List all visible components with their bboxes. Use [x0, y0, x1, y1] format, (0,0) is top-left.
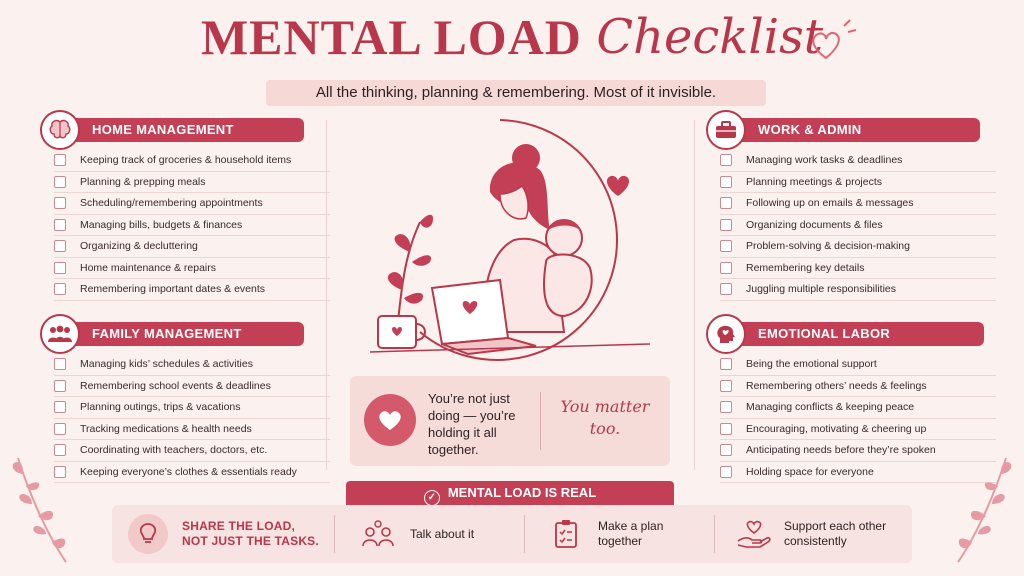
item-label: Remembering important dates & events: [80, 283, 266, 296]
item-label: Managing work tasks & deadlines: [746, 154, 903, 167]
checkbox[interactable]: [54, 401, 66, 413]
list-item[interactable]: [720, 279, 996, 301]
title-heart-icon: [806, 18, 860, 68]
checkbox[interactable]: [54, 444, 66, 456]
checkbox[interactable]: [54, 262, 66, 274]
checkbox[interactable]: [54, 176, 66, 188]
tip-support: [714, 505, 912, 563]
checkbox[interactable]: [720, 176, 732, 188]
list-item[interactable]: [54, 354, 330, 376]
checkbox[interactable]: [54, 219, 66, 231]
checkbox[interactable]: [720, 262, 732, 274]
section-header: [706, 116, 996, 144]
section-work-admin: [706, 116, 996, 301]
briefcase-icon: [706, 110, 746, 150]
leaf-branch-right-icon: [954, 456, 1016, 566]
section-title: FAMILY MANAGEMENT: [62, 322, 304, 346]
list-item[interactable]: [54, 150, 330, 172]
heart-head-icon: [706, 314, 746, 354]
tip-talk-text: Talk about it: [410, 526, 475, 541]
page-title: [0, 8, 1024, 78]
list-item[interactable]: [54, 215, 330, 237]
quote-script: You matter too.: [560, 397, 650, 438]
item-label: Coordinating with teachers, doctors, etc.: [80, 444, 268, 457]
checkbox[interactable]: [720, 401, 732, 413]
item-label: Following up on emails & messages: [746, 197, 914, 210]
mother-baby-illustration: [350, 112, 670, 372]
tip-plan: [524, 505, 714, 563]
list-item[interactable]: [54, 279, 330, 301]
checkbox[interactable]: [54, 380, 66, 392]
checkbox[interactable]: [720, 380, 732, 392]
list-item[interactable]: [54, 236, 330, 258]
item-label: Holding space for everyone: [746, 465, 874, 478]
list-item[interactable]: [720, 354, 996, 376]
item-label: Problem-solving & decision-making: [746, 240, 910, 253]
family-icon: [40, 314, 80, 354]
list-item[interactable]: [720, 376, 996, 398]
lightbulb-icon: [128, 514, 168, 554]
checkbox[interactable]: [720, 444, 732, 456]
checkbox[interactable]: [720, 283, 732, 295]
item-label: Remembering school events & deadlines: [80, 379, 271, 392]
item-label: Keeping track of groceries & household items: [80, 154, 292, 167]
section-header: [40, 116, 330, 144]
divider-right: [694, 120, 695, 470]
item-label: Remembering key details: [746, 261, 865, 274]
item-label: Managing kids’ schedules & activities: [80, 358, 253, 371]
tip-talk: [334, 505, 524, 563]
tip-share-text: SHARE THE LOAD, NOT JUST THE TASKS.: [182, 519, 319, 548]
checklist: [706, 150, 996, 301]
list-item[interactable]: [720, 397, 996, 419]
list-item[interactable]: [720, 419, 996, 441]
checklist: [706, 354, 996, 483]
list-item[interactable]: [54, 462, 330, 484]
checkbox[interactable]: [54, 197, 66, 209]
list-item[interactable]: [720, 215, 996, 237]
brain-icon: [40, 110, 80, 150]
item-label: Anticipating needs before they’re spoken: [746, 444, 936, 457]
checkbox[interactable]: [54, 423, 66, 435]
check-circle-icon: ✓: [424, 490, 440, 506]
list-item[interactable]: [720, 193, 996, 215]
list-item[interactable]: [54, 419, 330, 441]
list-item[interactable]: [54, 397, 330, 419]
item-label: Organizing & decluttering: [80, 240, 198, 253]
list-item[interactable]: [720, 172, 996, 194]
section-home-management: [40, 116, 330, 301]
tip-plan-text: Make a plan together: [598, 519, 664, 548]
list-item[interactable]: [54, 193, 330, 215]
item-label: Remembering others’ needs & feelings: [746, 379, 927, 392]
checkbox[interactable]: [720, 358, 732, 370]
item-label: Being the emotional support: [746, 358, 877, 371]
section-title: WORK & ADMIN: [728, 118, 980, 142]
checklist: [40, 354, 330, 483]
item-label: Keeping everyone’s clothes & essentials ready: [80, 465, 297, 478]
section-header: [40, 320, 330, 348]
section-title: EMOTIONAL LABOR: [728, 322, 984, 346]
list-item[interactable]: [54, 258, 330, 280]
checkbox[interactable]: [720, 423, 732, 435]
checkbox[interactable]: [54, 240, 66, 252]
item-label: Managing conflicts & keeping peace: [746, 401, 915, 414]
section-family-management: [40, 320, 330, 483]
item-label: Planning outings, trips & vacations: [80, 401, 241, 414]
checkbox[interactable]: [720, 154, 732, 166]
list-item[interactable]: [54, 172, 330, 194]
checkbox[interactable]: [54, 358, 66, 370]
tip-share: [112, 505, 334, 563]
item-label: Organizing documents & files: [746, 218, 883, 231]
section-emotional-labor: [706, 320, 996, 483]
bottom-tips-bar: [112, 505, 912, 563]
title-script: Checklist: [596, 9, 824, 65]
subtitle: All the thinking, planning & remembering. Most of it invisible.: [266, 80, 766, 106]
item-label: Planning & prepping meals: [80, 175, 206, 188]
tip-support-text: Support each other consistently: [784, 519, 887, 548]
checkbox[interactable]: [720, 219, 732, 231]
list-item[interactable]: [54, 440, 330, 462]
section-header: [706, 320, 996, 348]
leaf-branch-left-icon: [8, 456, 70, 566]
checkbox[interactable]: [54, 154, 66, 166]
clipboard-icon: [548, 516, 584, 552]
list-item[interactable]: [720, 150, 996, 172]
section-title: HOME MANAGEMENT: [62, 118, 304, 142]
list-item[interactable]: [54, 376, 330, 398]
quote-divider: [540, 392, 541, 450]
item-label: Scheduling/remembering appointments: [80, 197, 263, 210]
checkbox[interactable]: [54, 283, 66, 295]
checkbox[interactable]: [720, 466, 732, 478]
banner-text: MENTAL LOAD IS REAL: [447, 485, 597, 500]
heart-hand-icon: [736, 516, 772, 552]
item-label: Managing bills, budgets & finances: [80, 218, 243, 231]
item-label: Encouraging, motivating & cheering up: [746, 422, 927, 435]
item-label: Tracking medications & health needs: [80, 422, 252, 435]
checkbox[interactable]: [720, 197, 732, 209]
mental-load-banner: [346, 481, 674, 505]
heart-icon: [364, 394, 416, 446]
title-main: MENTAL LOAD: [200, 9, 582, 65]
item-label: Home maintenance & repairs: [80, 261, 216, 274]
item-label: Juggling multiple responsibilities: [746, 283, 896, 296]
checkbox[interactable]: [720, 240, 732, 252]
checklist: [40, 150, 330, 301]
quote-card: [350, 376, 670, 466]
list-item[interactable]: [720, 236, 996, 258]
item-label: Planning meetings & projects: [746, 175, 882, 188]
people-talk-icon: [360, 516, 396, 552]
quote-text: You’re not just doing — you’re holding it all together.: [428, 391, 516, 457]
list-item[interactable]: [720, 258, 996, 280]
